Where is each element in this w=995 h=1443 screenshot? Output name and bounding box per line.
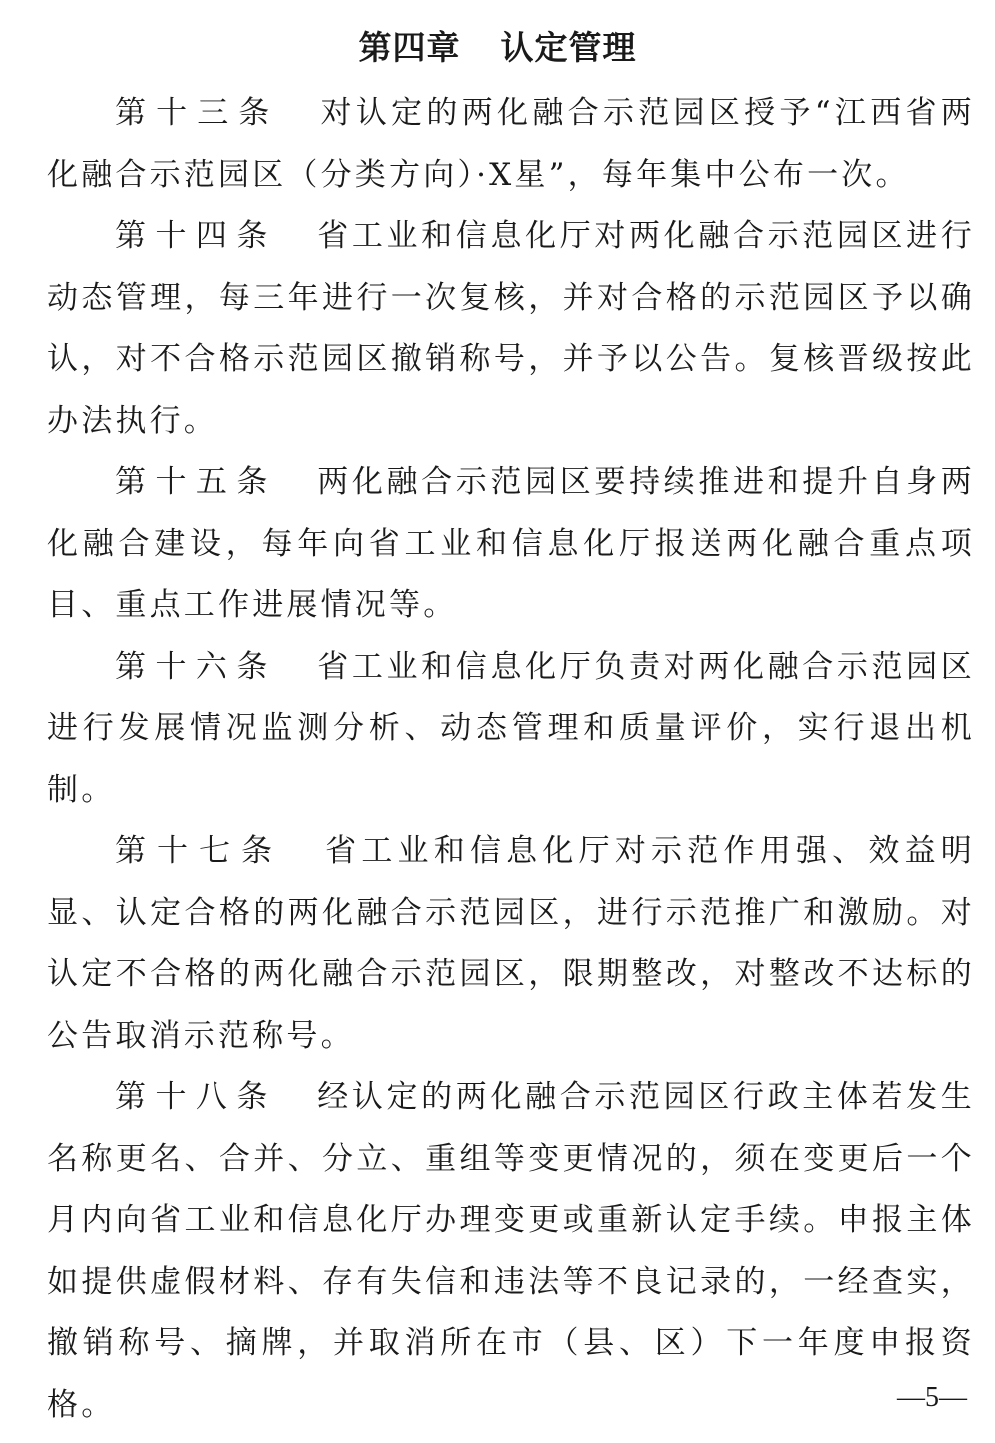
article-text: 省工业和信息化厅对两化融合示范园区进行动态管理，每三年进行一次复核，并对合格的示范园区予以确认，对不合格示范园区撤销称号，并予以公告。复核晋级按此办法执行。 <box>47 218 975 439</box>
article-17 <box>47 821 975 1067</box>
page-number: —5— <box>897 1382 967 1413</box>
article-text: 对认定的两化融合示范园区授予“江西省两化融合示范园区（分类方向）·X星”，每年集中公布一次。 <box>47 95 976 193</box>
article-18 <box>47 1067 975 1436</box>
chapter-name: 认定管理 <box>500 28 637 67</box>
article-label: 第十六条 <box>115 648 277 685</box>
article-label: 第十三条 <box>115 95 280 131</box>
article-label: 第十四条 <box>115 218 277 254</box>
article-text: 省工业和信息化厅负责对两化融合示范园区进行发展情况监测分析、动态管理和质量评价，实行退出机制。 <box>47 648 975 808</box>
article-14 <box>47 206 975 452</box>
chapter-title <box>0 26 995 70</box>
article-16 <box>47 637 975 822</box>
article-13 <box>47 83 975 206</box>
document-body <box>47 83 975 1436</box>
chapter-number: 第四章 <box>358 28 461 67</box>
article-label: 第十八条 <box>115 1079 277 1115</box>
article-text: 经认定的两化融合示范园区行政主体若发生名称更名、合并、分立、重组等变更情况的，须在变更后一个月内向省工业和信息化厅办理变更或重新认定手续。申报主体如提供虚假材料、存有失信和违法等不良记录的，一经查实，撤销称号、摘牌，并取消所在市（县、区）下一年度申报资格。 <box>47 1079 975 1423</box>
article-15 <box>47 452 975 637</box>
article-text: 两化融合示范园区要持续推进和提升自身两化融合建设，每年向省工业和信息化厅报送两化融合重点项目、重点工作进展情况等。 <box>47 464 975 623</box>
article-label: 第十五条 <box>115 464 277 500</box>
article-label: 第十七条 <box>115 833 284 869</box>
article-text: 省工业和信息化厅对示范作用强、效益明显、认定合格的两化融合示范园区，进行示范推广和激励。对认定不合格的两化融合示范园区，限期整改，对整改不达标的公告取消示范称号。 <box>47 833 975 1054</box>
